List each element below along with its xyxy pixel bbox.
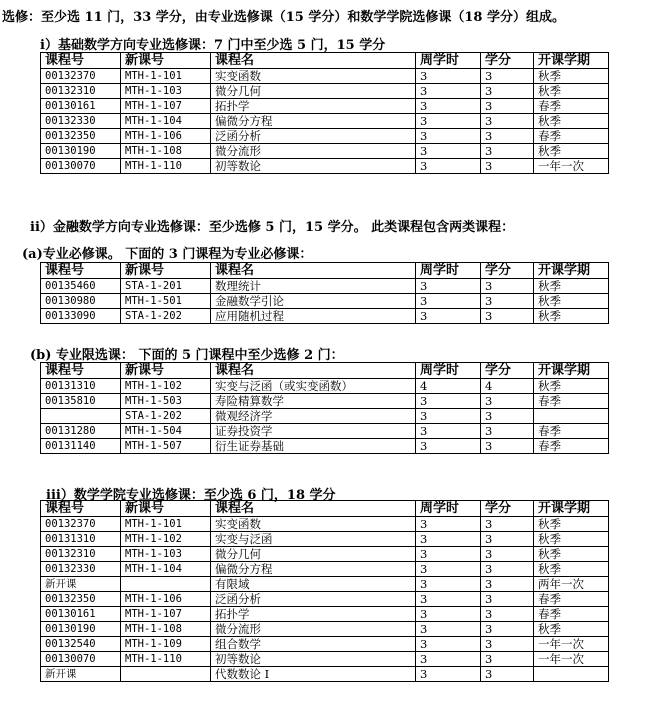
table-row [41,637,609,652]
intro-text: 选修：至少选 11 门，33 学分，由专业选修课（15 学分）和数学学院选修课（18 学分）组成。 [2,10,565,25]
column-header-weekly-hours: 周学时 [416,363,481,379]
cell-course-code: 00132350 [41,592,121,607]
cell-weekly-hours: 3 [416,394,481,409]
cell-course-name: 实变函数 [211,517,416,532]
table-row [41,114,609,129]
table-row [41,409,609,424]
cell-course-name: 数理统计 [211,279,416,294]
cell-weekly-hours: 3 [416,637,481,652]
cell-course-name: 拓扑学 [211,607,416,622]
cell-course-code: 00130161 [41,99,121,114]
cell-new-code: MTH-1-104 [121,562,211,577]
cell-course-name: 泛函分析 [211,592,416,607]
cell-course-name: 微分流形 [211,144,416,159]
column-header-weekly-hours: 周学时 [416,53,481,69]
table-row [41,517,609,532]
column-header-credits: 学分 [481,53,534,69]
table-basic-math [40,52,609,174]
cell-semester: 秋季 [534,379,609,394]
table-row [41,129,609,144]
cell-credits: 3 [481,577,534,592]
table-row [41,532,609,547]
cell-course-name: 微分几何 [211,547,416,562]
cell-course-name: 代数数论 I [211,667,416,682]
cell-course-code: 00130070 [41,159,121,174]
column-header-new-code: 新课号 [121,53,211,69]
cell-semester: 一年一次 [534,652,609,667]
cell-course-name: 寿险精算数学 [211,394,416,409]
cell-new-code: MTH-1-107 [121,607,211,622]
cell-new-code [121,577,211,592]
cell-new-code: MTH-1-107 [121,99,211,114]
cell-new-code: MTH-1-101 [121,517,211,532]
cell-semester: 一年一次 [534,637,609,652]
column-header-weekly-hours: 周学时 [416,501,481,517]
table-row [41,159,609,174]
cell-course-code: 00133090 [41,309,121,324]
cell-credits: 3 [481,159,534,174]
cell-new-code: MTH-1-102 [121,532,211,547]
cell-course-name: 金融数学引论 [211,294,416,309]
cell-course-code: 新开课 [41,577,121,592]
table-header-row [41,501,609,517]
cell-course-code: 00135810 [41,394,121,409]
column-header-course-name: 课程名 [211,53,416,69]
cell-course-name: 实变与泛函 [211,532,416,547]
cell-course-code: 00131310 [41,532,121,547]
column-header-course-code: 课程号 [41,501,121,517]
cell-weekly-hours: 3 [416,69,481,84]
section-2a-title: (a)专业必修课。 下面的 3 门课程为专业必修课： [22,247,313,262]
table-row [41,667,609,682]
cell-weekly-hours: 3 [416,294,481,309]
cell-course-name: 微分几何 [211,84,416,99]
column-header-weekly-hours: 周学时 [416,263,481,279]
table-row [41,294,609,309]
cell-new-code: MTH-1-104 [121,114,211,129]
table-row [41,622,609,637]
cell-new-code: MTH-1-106 [121,129,211,144]
table-row [41,562,609,577]
table-row [41,592,609,607]
column-header-course-code: 课程号 [41,53,121,69]
column-header-course-code: 课程号 [41,263,121,279]
cell-course-code: 00132350 [41,129,121,144]
cell-semester: 秋季 [534,144,609,159]
column-header-new-code: 新课号 [121,363,211,379]
table-row [41,144,609,159]
cell-course-code: 00130980 [41,294,121,309]
cell-weekly-hours: 3 [416,667,481,682]
cell-semester: 春季 [534,129,609,144]
column-header-new-code: 新课号 [121,263,211,279]
cell-new-code: MTH-1-108 [121,144,211,159]
cell-semester [534,409,609,424]
cell-semester: 秋季 [534,562,609,577]
cell-weekly-hours: 3 [416,607,481,622]
column-header-semester: 开课学期 [534,501,609,517]
cell-credits: 3 [481,517,534,532]
cell-credits: 3 [481,69,534,84]
cell-credits: 3 [481,114,534,129]
table-row [41,99,609,114]
table-row [41,577,609,592]
cell-weekly-hours: 3 [416,409,481,424]
cell-credits: 3 [481,667,534,682]
cell-course-code: 00132370 [41,69,121,84]
cell-new-code: MTH-1-103 [121,547,211,562]
cell-credits: 3 [481,294,534,309]
cell-credits: 3 [481,129,534,144]
cell-course-code: 00130190 [41,144,121,159]
cell-new-code: MTH-1-108 [121,622,211,637]
cell-weekly-hours: 3 [416,592,481,607]
cell-course-name: 组合数学 [211,637,416,652]
cell-new-code: MTH-1-110 [121,159,211,174]
cell-credits: 3 [481,607,534,622]
cell-course-code: 00132540 [41,637,121,652]
cell-credits: 3 [481,309,534,324]
cell-course-code: 00132330 [41,562,121,577]
cell-weekly-hours: 3 [416,532,481,547]
cell-new-code [121,667,211,682]
cell-course-code: 00130070 [41,652,121,667]
cell-new-code: STA-1-202 [121,309,211,324]
cell-new-code: STA-1-201 [121,279,211,294]
cell-course-name: 证券投资学 [211,424,416,439]
cell-course-name: 应用随机过程 [211,309,416,324]
column-header-course-name: 课程名 [211,363,416,379]
cell-credits: 3 [481,532,534,547]
cell-new-code: MTH-1-501 [121,294,211,309]
section-2b-title: (b) 专业限选课： 下面的 5 门课程中至少选修 2 门： [30,348,344,363]
cell-new-code: MTH-1-102 [121,379,211,394]
table-row [41,547,609,562]
cell-semester: 秋季 [534,517,609,532]
table-header-row [41,363,609,379]
cell-semester: 秋季 [534,114,609,129]
cell-semester: 春季 [534,394,609,409]
column-header-credits: 学分 [481,363,534,379]
cell-weekly-hours: 3 [416,144,481,159]
cell-course-name: 实变函数 [211,69,416,84]
cell-semester: 秋季 [534,532,609,547]
table-school-electives [40,500,609,682]
table-header-row [41,263,609,279]
cell-course-name: 偏微分方程 [211,114,416,129]
cell-semester: 春季 [534,607,609,622]
cell-course-code: 00132330 [41,114,121,129]
column-header-semester: 开课学期 [534,363,609,379]
cell-new-code: MTH-1-106 [121,592,211,607]
cell-course-name: 初等数论 [211,652,416,667]
cell-semester: 春季 [534,439,609,454]
cell-course-code: 00130190 [41,622,121,637]
column-header-course-name: 课程名 [211,263,416,279]
cell-credits: 3 [481,394,534,409]
column-header-semester: 开课学期 [534,263,609,279]
table-row [41,309,609,324]
table-row [41,607,609,622]
cell-course-code: 00135460 [41,279,121,294]
cell-weekly-hours: 3 [416,517,481,532]
cell-credits: 3 [481,562,534,577]
table-row [41,379,609,394]
table-row [41,652,609,667]
cell-course-name: 拓扑学 [211,99,416,114]
cell-semester [534,667,609,682]
cell-credits: 4 [481,379,534,394]
table-row [41,439,609,454]
cell-weekly-hours: 3 [416,129,481,144]
section-3-title: iii）数学学院专业选修课：至少选 6 门，18 学分 [46,488,336,503]
cell-course-code: 00130161 [41,607,121,622]
section-1-title: i）基础数学方向专业选修课：7 门中至少选 5 门，15 学分 [40,38,386,53]
cell-weekly-hours: 3 [416,577,481,592]
cell-semester: 秋季 [534,309,609,324]
cell-course-code: 00131140 [41,439,121,454]
cell-new-code: MTH-1-110 [121,652,211,667]
cell-weekly-hours: 3 [416,547,481,562]
cell-semester: 一年一次 [534,159,609,174]
table-row [41,424,609,439]
cell-course-name: 初等数论 [211,159,416,174]
cell-credits: 3 [481,409,534,424]
column-header-semester: 开课学期 [534,53,609,69]
cell-credits: 3 [481,99,534,114]
cell-new-code: MTH-1-507 [121,439,211,454]
column-header-credits: 学分 [481,501,534,517]
cell-course-code: 00132310 [41,84,121,99]
cell-semester: 秋季 [534,547,609,562]
table-row [41,279,609,294]
cell-weekly-hours: 3 [416,279,481,294]
cell-semester: 秋季 [534,69,609,84]
cell-new-code: MTH-1-101 [121,69,211,84]
table-row [41,69,609,84]
cell-weekly-hours: 3 [416,439,481,454]
table-finance-limited [40,362,609,454]
cell-weekly-hours: 3 [416,622,481,637]
cell-course-name: 有限域 [211,577,416,592]
cell-course-name: 微观经济学 [211,409,416,424]
cell-credits: 3 [481,84,534,99]
cell-semester: 秋季 [534,294,609,309]
cell-semester: 春季 [534,99,609,114]
cell-weekly-hours: 3 [416,99,481,114]
cell-course-name: 微分流形 [211,622,416,637]
cell-course-code [41,409,121,424]
cell-course-name: 衍生证券基础 [211,439,416,454]
cell-semester: 春季 [534,592,609,607]
cell-credits: 3 [481,592,534,607]
cell-semester: 秋季 [534,622,609,637]
cell-credits: 3 [481,144,534,159]
cell-credits: 3 [481,652,534,667]
cell-credits: 3 [481,622,534,637]
cell-course-name: 偏微分方程 [211,562,416,577]
cell-weekly-hours: 3 [416,84,481,99]
table-row [41,394,609,409]
column-header-course-code: 课程号 [41,363,121,379]
cell-course-code: 00132310 [41,547,121,562]
cell-credits: 3 [481,439,534,454]
cell-course-code: 00131280 [41,424,121,439]
cell-credits: 3 [481,424,534,439]
table-finance-required [40,262,609,324]
cell-weekly-hours: 3 [416,424,481,439]
column-header-course-name: 课程名 [211,501,416,517]
column-header-credits: 学分 [481,263,534,279]
column-header-new-code: 新课号 [121,501,211,517]
table-row [41,84,609,99]
cell-new-code: MTH-1-504 [121,424,211,439]
cell-course-code: 00131310 [41,379,121,394]
cell-course-code: 新开课 [41,667,121,682]
cell-semester: 秋季 [534,84,609,99]
cell-semester: 春季 [534,424,609,439]
cell-new-code: MTH-1-109 [121,637,211,652]
cell-semester: 秋季 [534,279,609,294]
cell-new-code: STA-1-202 [121,409,211,424]
cell-credits: 3 [481,547,534,562]
cell-course-code: 00132370 [41,517,121,532]
cell-weekly-hours: 3 [416,562,481,577]
cell-course-name: 实变与泛函（或实变函数） [211,379,416,394]
cell-course-name: 泛函分析 [211,129,416,144]
cell-weekly-hours: 3 [416,309,481,324]
cell-semester: 两年一次 [534,577,609,592]
cell-weekly-hours: 3 [416,114,481,129]
cell-weekly-hours: 3 [416,652,481,667]
cell-new-code: MTH-1-503 [121,394,211,409]
cell-credits: 3 [481,279,534,294]
cell-new-code: MTH-1-103 [121,84,211,99]
cell-weekly-hours: 4 [416,379,481,394]
cell-credits: 3 [481,637,534,652]
cell-weekly-hours: 3 [416,159,481,174]
table-header-row [41,53,609,69]
section-2-title: ii）金融数学方向专业选修课：至少选修 5 门，15 学分。 此类课程包含两类课程： [30,220,515,235]
